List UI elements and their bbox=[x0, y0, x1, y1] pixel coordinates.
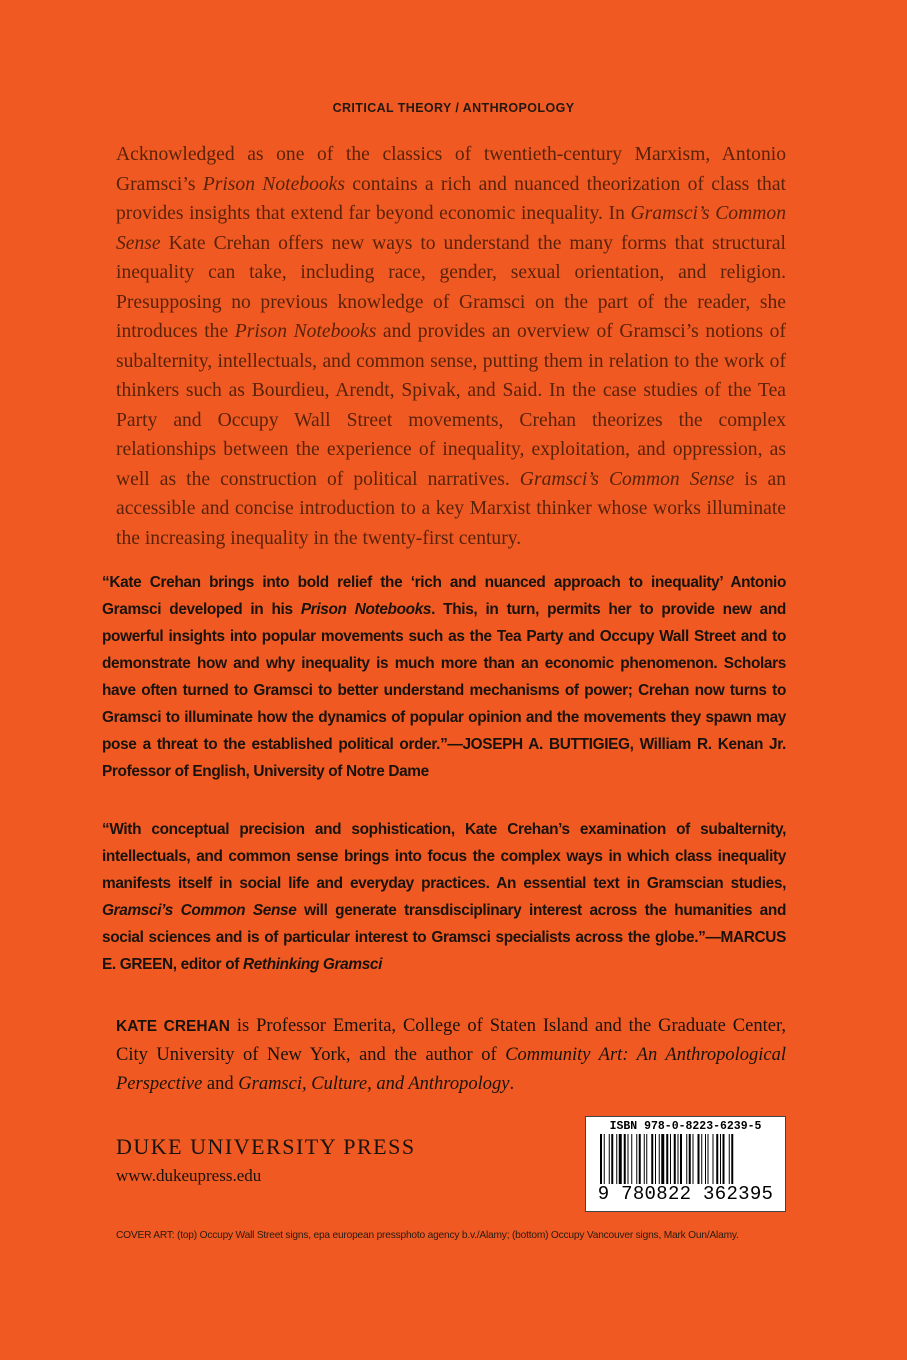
barcode-bar bbox=[670, 1134, 671, 1184]
publisher-name: DUKE UNIVERSITY PRESS bbox=[116, 1134, 416, 1159]
description-text: contains a rich and nuanced theorization of class that provides insights that extend far beyond economic inequality. In bbox=[116, 173, 786, 224]
barcode-bar bbox=[616, 1134, 617, 1184]
barcode-bar bbox=[639, 1134, 641, 1184]
endorsement-green bbox=[102, 816, 786, 978]
barcode-bar bbox=[729, 1134, 730, 1184]
barcode-bar bbox=[720, 1134, 721, 1184]
barcode-bar bbox=[609, 1134, 610, 1184]
endorser-name: MARCUS E. GREEN, bbox=[102, 929, 786, 973]
endorser-name: JOSEPH A. BUTTIGIEG, bbox=[462, 736, 634, 753]
endorsement-text: will generate transdisciplinary interest across the humanities and social sciences and is of particular interest to Gramsci specialists across the globe.”— bbox=[102, 902, 786, 946]
barcode-bar bbox=[631, 1134, 632, 1184]
endorsement-text: “With conceptual precision and sophistication, Kate Crehan’s examination of subalternity, intellectuals, and common sense brings into focus the complex ways in which class inequality manifests itself in social life and everyday practices. An essential text in Gramscian studies, bbox=[102, 821, 786, 892]
endorsement-title-italic: Gramsci’s Common Sense bbox=[102, 902, 297, 919]
barcode-bars-icon bbox=[600, 1134, 771, 1184]
author-bio bbox=[116, 1012, 786, 1099]
barcode-bar bbox=[619, 1134, 622, 1184]
barcode-bar bbox=[624, 1134, 626, 1184]
cover-art-credit: COVER ART: (top) Occupy Wall Street signs, epa european pressphoto agency b.v./Alamy; (bottom) Occupy Vancouver signs, Mark Oun/Alamy. bbox=[116, 1230, 739, 1241]
endorsement-buttigieg bbox=[102, 569, 786, 785]
barcode-bar bbox=[646, 1134, 647, 1184]
book-description bbox=[116, 140, 786, 553]
endorsement-text: “Kate Crehan brings into bold relief the ‘rich and nuanced approach to inequality’ Antonio Gramsci developed in his bbox=[102, 574, 786, 618]
endorser-affiliation: William R. Kenan Jr. Professor of English, University of Notre Dame bbox=[102, 736, 786, 780]
barcode-bar bbox=[666, 1134, 668, 1184]
barcode-bar bbox=[678, 1134, 679, 1184]
barcode-bar bbox=[604, 1134, 605, 1184]
description-title-italic: Gramsci’s Common Sense bbox=[116, 203, 786, 254]
barcode-bar bbox=[723, 1134, 725, 1184]
description-text: Acknowledged as one of the classics of twentieth-century Marxism, Antonio Gramsci’s bbox=[116, 144, 786, 195]
barcode-bar bbox=[611, 1134, 613, 1184]
endorsement-text: . This, in turn, permits her to provide new and powerful insights into popular movements such as the Tea Party and Occupy Wall Street and to demonstrate how and why inequality is much more than an economic phenomenon. Scholars have often turned to Gramsci to better understand mechanisms of power; Crehan now turns to Gramsci to illuminate how the dynamics of popular opinion and the movements they spawn may pose a threat to the established political order.”— bbox=[102, 601, 786, 753]
barcode-bar bbox=[674, 1134, 676, 1184]
barcode-bar bbox=[686, 1134, 687, 1184]
barcode-bar bbox=[680, 1134, 682, 1184]
barcode-bar bbox=[713, 1134, 714, 1184]
barcode-bar bbox=[636, 1134, 637, 1184]
barcode-bar bbox=[661, 1134, 664, 1184]
barcode-bar bbox=[600, 1134, 602, 1184]
category-label: CRITICAL THEORY / ANTHROPOLOGY bbox=[332, 101, 575, 115]
barcode-bar bbox=[655, 1134, 656, 1184]
bio-text: . bbox=[509, 1074, 515, 1094]
description-text: is an accessible and concise introduction to a key Marxist thinker whose works illuminate the increasing inequality in the twenty-first century. bbox=[116, 468, 786, 549]
publisher-website: www.dukeupress.edu bbox=[116, 1166, 262, 1185]
endorser-affiliation: editor of bbox=[176, 956, 243, 973]
barcode-bar bbox=[716, 1134, 718, 1184]
endorsement-title-italic: Prison Notebooks bbox=[300, 601, 432, 618]
bio-text: is Professor Emerita, College of Staten Island and the Graduate Center, City University of New York, and the author of bbox=[116, 1016, 786, 1065]
bio-book-italic: Community Art: An Anthropological Perspective bbox=[116, 1045, 787, 1094]
author-name: KATE CREHAN bbox=[116, 1018, 230, 1035]
barcode-bar bbox=[651, 1134, 653, 1184]
barcode-digits: 9 780822 362395 bbox=[597, 1183, 774, 1205]
description-title-italic: Prison Notebooks bbox=[202, 173, 345, 195]
barcode-bar bbox=[628, 1134, 629, 1184]
description-text: Kate Crehan offers new ways to understand the many forms that structural inequality can take, including race, gender, sexual orientation, and religion. Presupposing no previous knowledge of Gramsci on the part of the reader, she introduces the bbox=[116, 232, 786, 342]
barcode-bar bbox=[731, 1134, 733, 1184]
description-text: and provides an overview of Gramsci’s notions of subalternity, intellectuals, and common sense, putting them in relation to the work of thinkers such as Bourdieu, Arendt, Spivak, and Said. In the case studies of the Tea Party and Occupy Wall Street movements, Crehan theorizes the complex relationships between the experience of inequality, exploitation, and oppression, as well as the construction of political narratives. bbox=[116, 321, 787, 490]
description-title-italic: Gramsci’s Common Sense bbox=[519, 468, 735, 490]
barcode-bar bbox=[705, 1134, 706, 1184]
bio-book-italic: Gramsci, Culture, and Anthropology bbox=[238, 1074, 510, 1094]
barcode-bar bbox=[644, 1134, 645, 1184]
barcode-bar bbox=[689, 1134, 691, 1184]
bio-text: and bbox=[202, 1074, 239, 1094]
isbn-label: ISBN 978-0-8223-6239-5 bbox=[609, 1120, 762, 1133]
description-title-italic: Prison Notebooks bbox=[234, 321, 377, 342]
barcode-bar bbox=[698, 1134, 700, 1184]
barcode-bar bbox=[701, 1134, 702, 1184]
barcode-bar bbox=[659, 1134, 660, 1184]
barcode-bar bbox=[693, 1134, 694, 1184]
barcode-bar bbox=[708, 1134, 709, 1184]
endorser-book-italic: Rethinking Gramsci bbox=[242, 956, 383, 973]
isbn-barcode bbox=[585, 1116, 786, 1212]
